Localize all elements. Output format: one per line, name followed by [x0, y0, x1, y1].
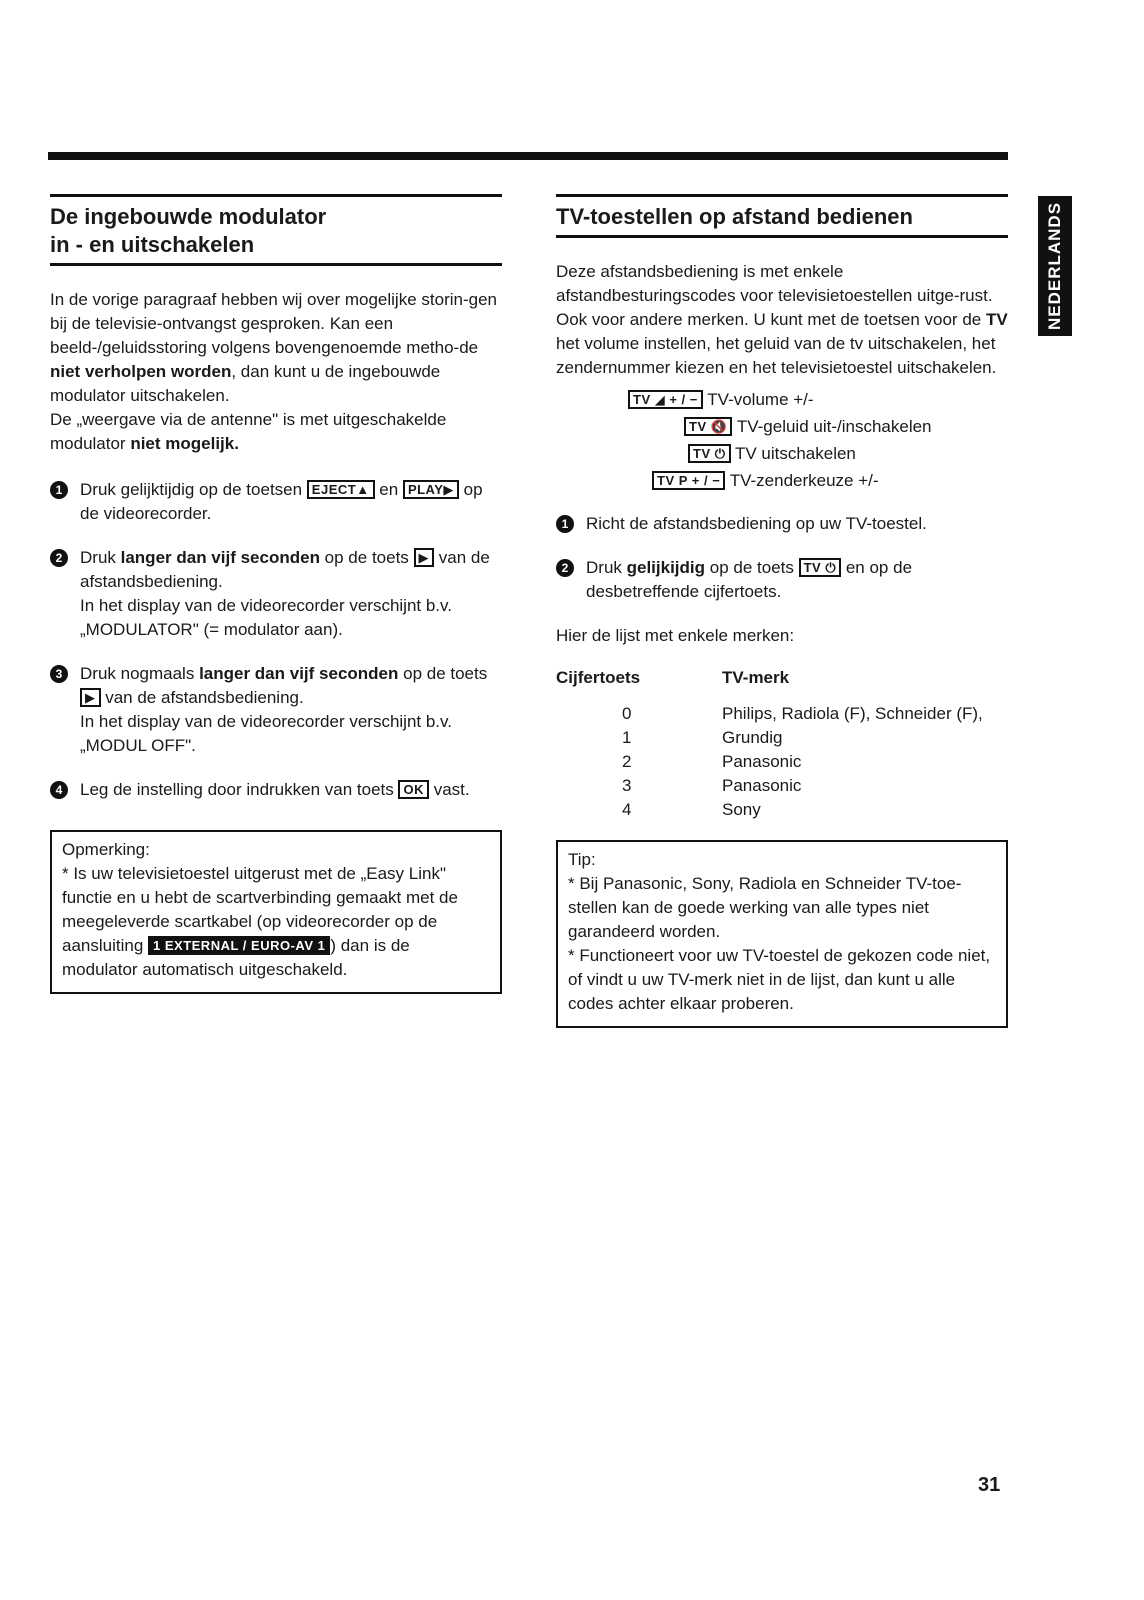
tv-key-row-power	[688, 442, 856, 466]
right-step2-text: Druk	[586, 558, 627, 577]
step-number-1-icon: 1	[50, 481, 68, 499]
left-intro-text: In de vorige paragraaf hebben wij over mogelijke storin-gen bij de televisie-ontvangst gesproken. Kan een beeld-/geluidsstoring volgens bovengenoemde metho-de	[50, 290, 497, 357]
play-key: PLAY▶	[403, 480, 459, 499]
left-step1-text: Druk gelijktijdig op de toetsen	[80, 480, 307, 499]
brand-code: 1	[622, 728, 632, 747]
right-section-title	[556, 203, 1008, 231]
play-arrow-key-2: ▶	[80, 688, 101, 707]
brand-name: Panasonic	[722, 776, 802, 795]
ok-key: OK	[398, 780, 429, 799]
right-step1-text: Richt de afstandsbediening op uw TV-toestel.	[586, 514, 927, 533]
left-step3-display-note: In het display van de videorecorder verschijnt b.v. „MODUL OFF".	[80, 712, 452, 755]
left-title-rule-bottom	[50, 263, 502, 266]
tv-key-row-mute	[684, 415, 932, 439]
tip-text-1: * Bij Panasonic, Sony, Radiola en Schneider TV-toe-stellen kan de goede werking van alle types niet garandeerd worden.	[568, 874, 962, 941]
left-intro-paragraph	[50, 288, 502, 408]
right-step2-bold: gelijkijdig	[626, 558, 706, 577]
tv-volume-label: TV-volume +/-	[707, 390, 814, 409]
tv-volume-key: TV ◢ + / −	[628, 390, 703, 409]
right-title-rule-bottom	[556, 235, 1008, 238]
left-column	[50, 194, 502, 994]
brand-name: Sony	[722, 800, 761, 819]
right-column	[556, 194, 1008, 1028]
left-intro-paragraph-2	[50, 408, 502, 456]
left-step1-end: op de videorecorder.	[80, 480, 483, 523]
tv-key-row-volume	[628, 388, 814, 412]
left-intro2-bold: niet mogelijk.	[130, 434, 239, 453]
left-step3-end: van de afstandsbediening.	[100, 688, 304, 707]
left-step2-text: Druk	[80, 548, 121, 567]
brand-name: Philips, Radiola (F), Schneider (F),	[722, 704, 983, 723]
step-number-2-icon: 2	[556, 559, 574, 577]
play-arrow-key: ▶	[414, 548, 435, 567]
left-step-3	[50, 662, 502, 758]
tv-power-key-inline: TV ⏻	[799, 558, 842, 577]
left-step4-end: vast.	[428, 780, 470, 799]
tv-mute-key: TV 🔇	[684, 417, 732, 436]
right-step-2	[556, 556, 1008, 604]
brand-code: 0	[622, 704, 632, 723]
tv-key-row-program	[652, 469, 879, 493]
step-number-3-icon: 3	[50, 665, 68, 683]
eject-key: EJECT▲	[307, 480, 375, 499]
brand-code: 2	[622, 752, 632, 771]
tv-program-key: TV P + / −	[652, 471, 725, 490]
right-step2-mid: op de toets	[705, 558, 799, 577]
left-title-line1: De ingebouwde modulator	[50, 204, 327, 229]
tip-label: Tip:	[568, 850, 596, 869]
note-label: Opmerking:	[62, 840, 150, 859]
right-intro-end: het volume instellen, het geluid van de tv uitschakelen, het zendernummer kiezen en het televisietoestel uitschakelen.	[556, 334, 997, 377]
left-step3-mid: op de toets	[398, 664, 488, 683]
brand-code: 3	[622, 776, 632, 795]
language-tab-label: NEDERLANDS	[1045, 201, 1064, 331]
brand-table-col2-header: TV-merk	[722, 668, 790, 687]
tv-key-legend	[556, 386, 1008, 498]
brand-table	[556, 668, 1008, 818]
note-box	[50, 830, 502, 994]
brand-list-intro: Hier de lijst met enkele merken:	[556, 626, 795, 645]
page-number: 31	[978, 1474, 1001, 1496]
top-rule	[48, 152, 1008, 160]
left-step2-mid: op de toets	[319, 548, 414, 567]
tip-box	[556, 840, 1008, 1028]
right-step-1	[556, 512, 1008, 536]
left-step3-bold: langer dan vijf seconden	[199, 664, 399, 683]
euro-av-key: 1 EXTERNAL / EURO-AV 1	[148, 936, 330, 955]
left-step2-bold: langer dan vijf seconden	[120, 548, 320, 567]
left-title-line2: in - en uitschakelen	[50, 232, 255, 257]
brand-table-col1-header: Cijfertoets	[556, 668, 641, 687]
right-title-rule-top	[556, 194, 1008, 197]
step-number-2-icon: 2	[50, 549, 68, 567]
left-step2-end: van de afstandsbediening.	[80, 548, 490, 591]
left-step3-text: Druk nogmaals	[80, 664, 200, 683]
left-step2-display-note: In het display van de videorecorder verschijnt b.v. „MODULATOR" (= modulator aan).	[80, 596, 452, 639]
tv-power-key: TV ⏻	[688, 444, 731, 463]
right-step2-end: en op de desbetreffende cijfertoets.	[586, 558, 913, 601]
left-step-2	[50, 546, 502, 642]
note-text-end: ) dan is de modulator automatisch uitgeschakeld.	[62, 936, 410, 979]
tv-mute-label: TV-geluid uit-/inschakelen	[736, 417, 932, 436]
left-intro-bold: niet verholpen worden	[50, 362, 232, 381]
left-step4-text: Leg de instelling door indrukken van toets	[80, 780, 399, 799]
step-number-4-icon: 4	[50, 781, 68, 799]
left-step-4	[50, 778, 502, 802]
right-intro-bold: TV	[985, 310, 1008, 329]
left-step-1	[50, 478, 502, 526]
step-number-1-icon: 1	[556, 515, 574, 533]
left-title-rule-top	[50, 194, 502, 197]
left-intro2-text: De „weergave via de antenne" is met uitgeschakelde modulator	[50, 410, 447, 453]
right-intro-text: Deze afstandsbediening is met enkele afstandbesturingscodes voor televisietoestellen uitge-rust. Ook voor andere merken. U kunt met de toetsen voor de	[556, 262, 993, 329]
left-step1-and: en	[374, 480, 403, 499]
tv-program-label: TV-zenderkeuze +/-	[729, 471, 879, 490]
brand-name: Panasonic	[722, 752, 802, 771]
brand-code: 4	[622, 800, 632, 819]
tv-power-label: TV uitschakelen	[734, 444, 856, 463]
right-title: TV-toestellen op afstand bedienen	[556, 204, 913, 229]
tip-text-2: * Functioneert voor uw TV-toestel de gekozen code niet, of vindt u uw TV-merk niet in de lijst, dan kunt u alle codes achter elkaar proberen.	[568, 946, 991, 1013]
left-intro-text-end: , dan kunt u de ingebouwde modulator uitschakelen.	[50, 362, 441, 405]
note-text: * Is uw televisietoestel uitgerust met de „Easy Link" functie en u hebt de scartverbinding gemaakt met de meegeleverde scartkabel (op videorecorder op de aansluiting	[62, 864, 458, 955]
language-tab	[1038, 196, 1072, 336]
left-section-title	[50, 203, 502, 259]
brand-name: Grundig	[722, 728, 783, 747]
right-intro-paragraph	[556, 260, 1008, 380]
